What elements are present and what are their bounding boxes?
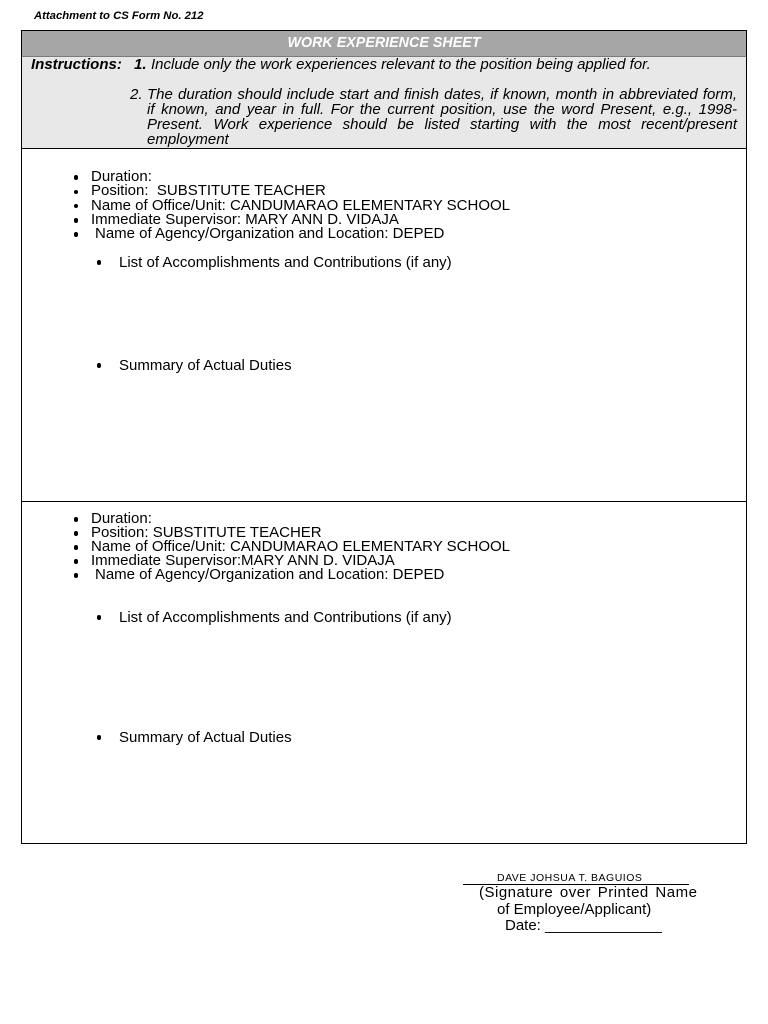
- instruction-line: employment: [147, 130, 229, 148]
- accomplishments-heading: List of Accomplishments and Contributions (if any): [119, 608, 452, 626]
- instruction-paragraph: [147, 87, 737, 147]
- entry-office: Name of Office/Unit: CANDUMARAO ELEMENTARY SCHOOL: [91, 196, 510, 214]
- entry-office: Name of Office/Unit: CANDUMARAO ELEMENTARY SCHOOL: [91, 538, 510, 555]
- signature-caption: (Signature over Printed Name: [479, 884, 698, 901]
- entry-duration: Duration:: [91, 170, 510, 184]
- instruction-line: The duration should include start and finish dates, if known, month in abbreviated form,: [147, 85, 737, 103]
- entry-details-list: [91, 170, 510, 241]
- accomplishments-heading: List of Accomplishments and Contributions (if any): [119, 253, 452, 271]
- instruction-text: Include only the work experiences relevant to the position being applied for.: [151, 55, 651, 73]
- entry-supervisor: Immediate Supervisor: MARY ANN D. VIDAJA: [91, 213, 510, 227]
- work-experience-entry: [22, 501, 746, 844]
- instruction-line: Present. Work experience should be listed starting with the most recent/present: [147, 115, 737, 133]
- instructions-section: [22, 56, 746, 148]
- date-field: Date: ______________: [505, 917, 662, 934]
- signature-caption: of Employee/Applicant): [497, 901, 652, 918]
- entry-agency: Name of Agency/Organization and Location: DEPED: [91, 227, 510, 241]
- entry-position: Position: SUBSTITUTE TEACHER: [91, 526, 510, 540]
- duties-heading: Summary of Actual Duties: [119, 356, 292, 374]
- attachment-label: Attachment to CS Form No. 212: [34, 10, 204, 22]
- instruction-number: 1.: [134, 55, 147, 73]
- entry-agency: Name of Agency/Organization and Location: DEPED: [91, 568, 510, 582]
- entry-position: Position: SUBSTITUTE TEACHER: [91, 184, 510, 198]
- entry-duration: Duration:: [91, 512, 510, 526]
- instruction-line: if known, and year in full. For the current position, use the word Present, e.g., 1998-: [147, 100, 737, 118]
- work-experience-entry: [22, 148, 746, 501]
- sheet-title: WORK EXPERIENCE SHEET: [287, 35, 481, 51]
- duties-heading: Summary of Actual Duties: [119, 728, 292, 746]
- signatory-name: DAVE JOHSUA T. BAGUIOS: [497, 872, 643, 884]
- instructions-label: Instructions:: [31, 55, 122, 73]
- entry-details-list: [91, 512, 510, 582]
- entry-supervisor: Immediate Supervisor:MARY ANN D. VIDAJA: [91, 554, 510, 568]
- instruction-number: 2.: [130, 85, 143, 103]
- sheet-header: [22, 31, 746, 56]
- work-experience-table: [21, 30, 747, 844]
